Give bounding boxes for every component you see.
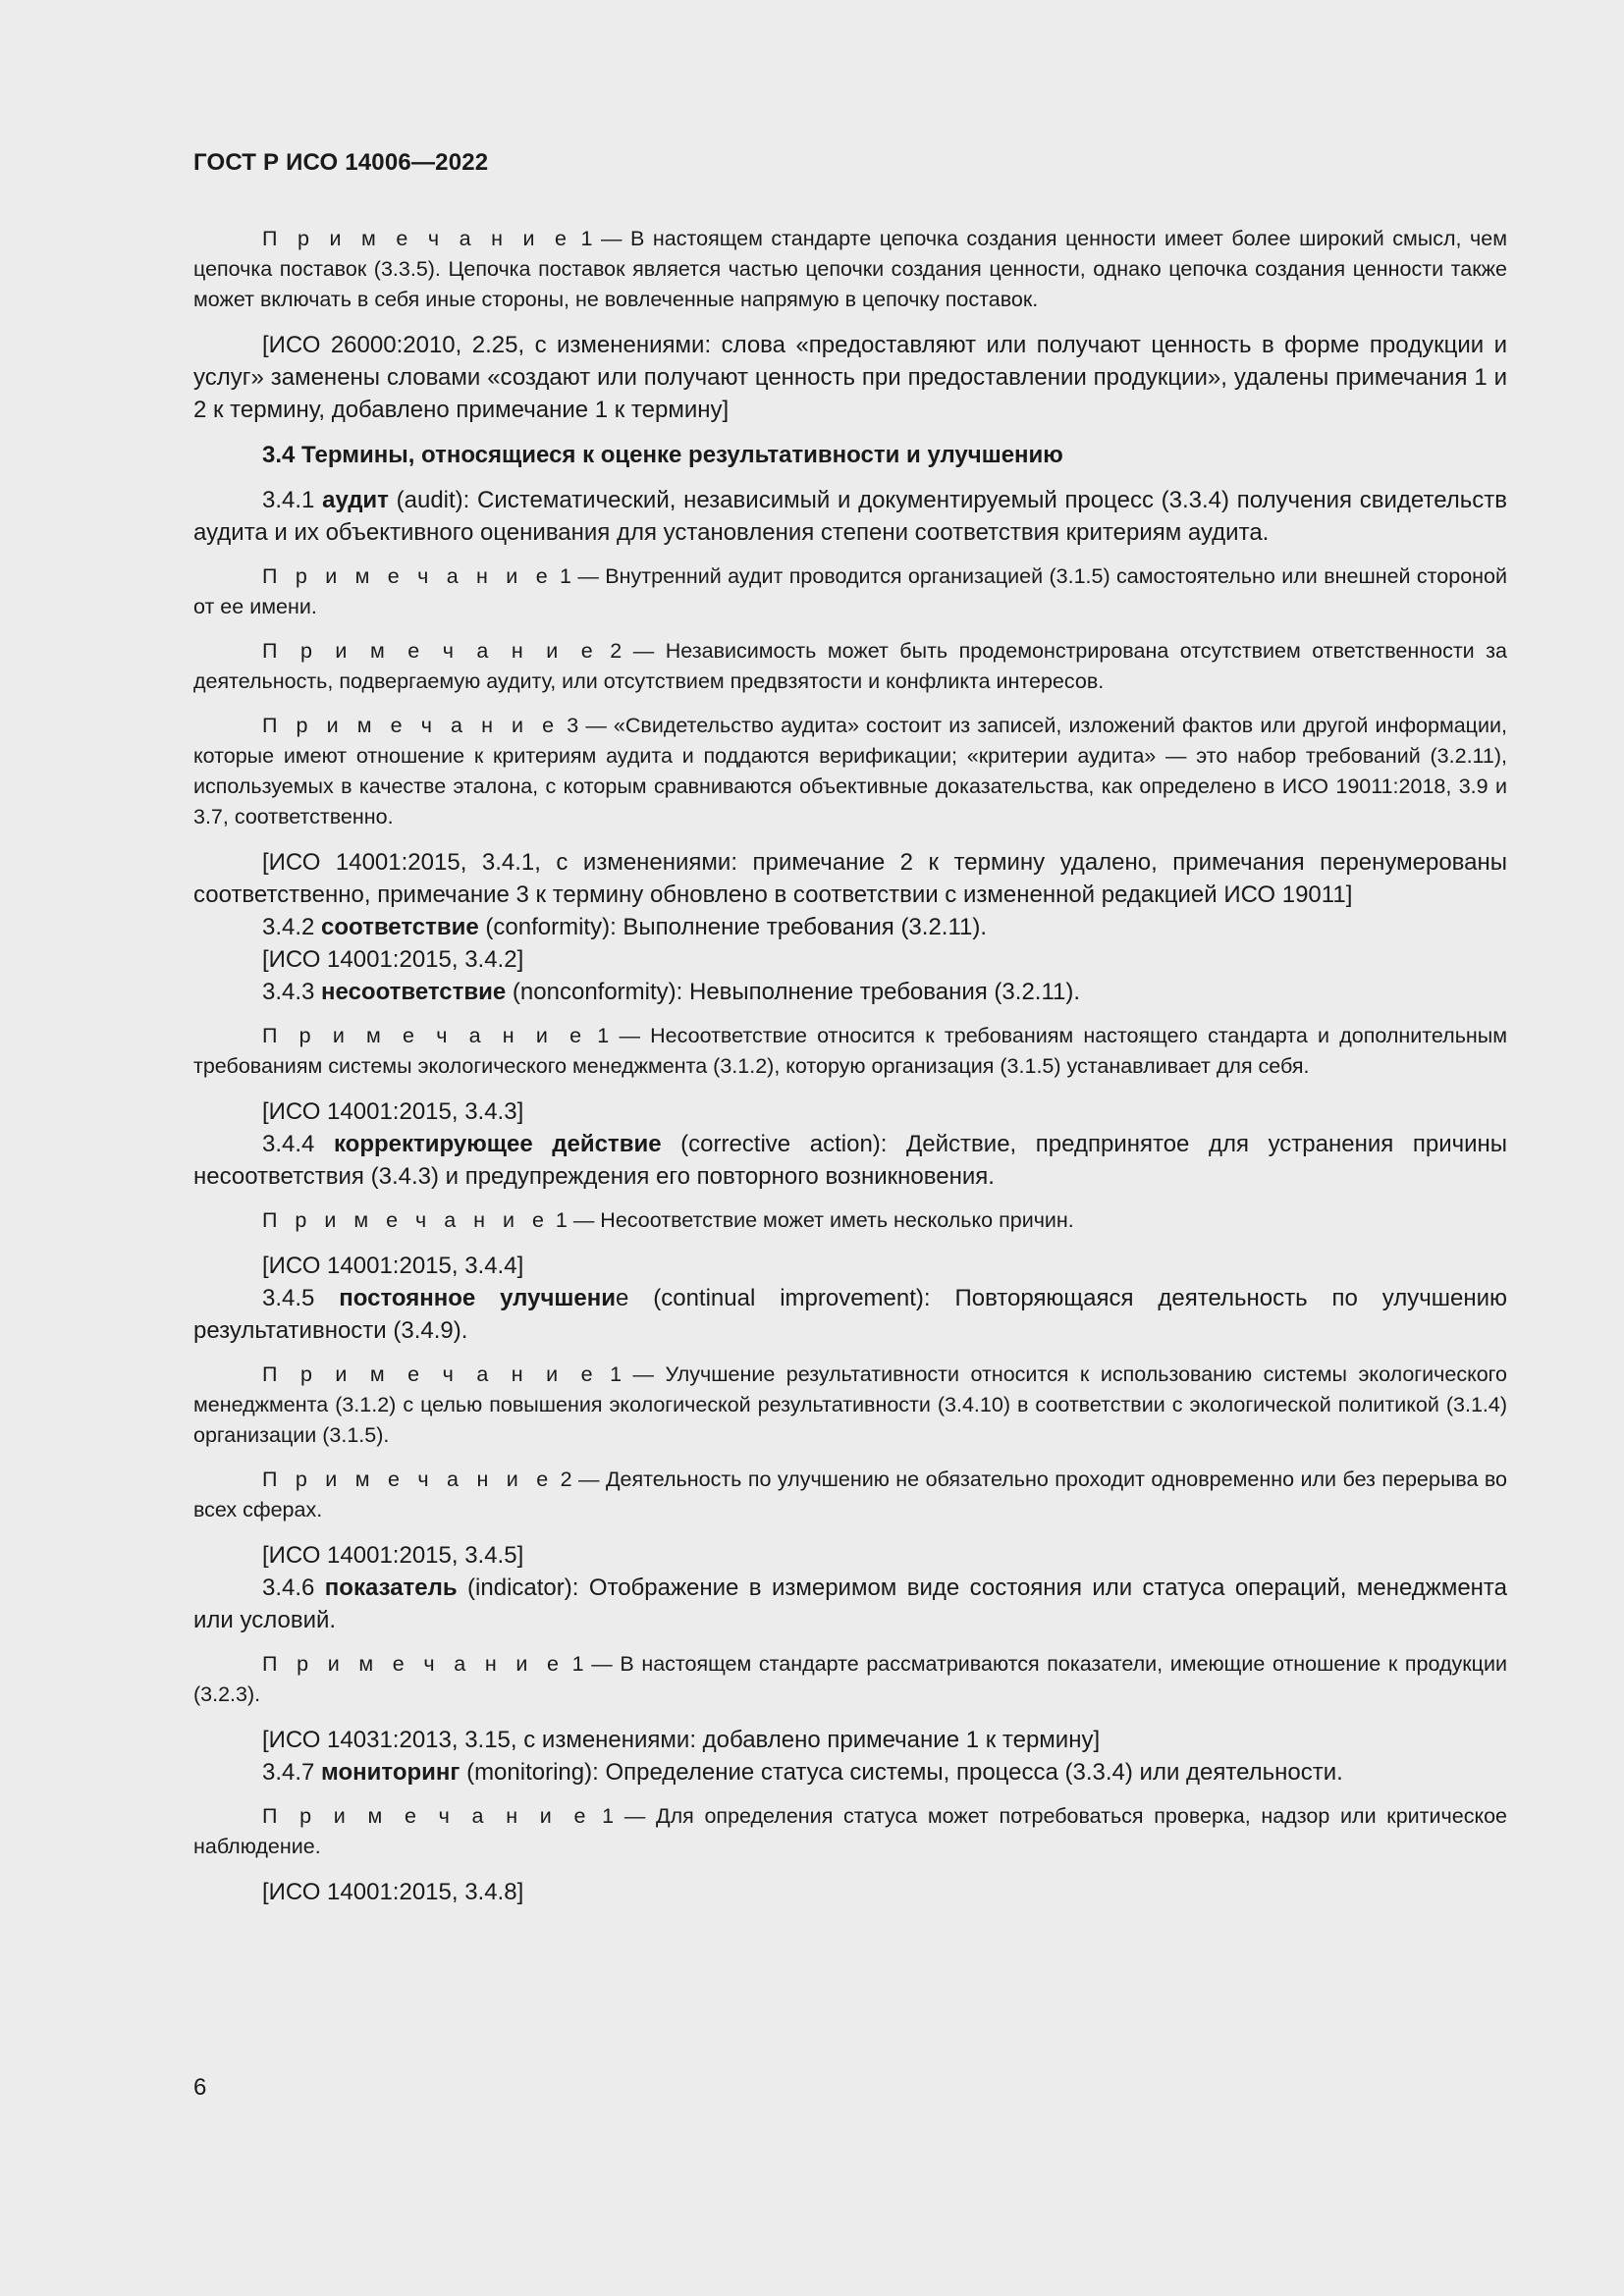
source-reference: [ИСО 14031:2013, 3.15, с изменениями: добавлено примечание 1 к термину] bbox=[262, 1727, 1101, 1753]
note-text: 1 — В настоящем стандарте рассматриваются показатели, имеющие отношение к продукции (3.2.3). bbox=[193, 1652, 1507, 1706]
term-number: 3.4.1 bbox=[262, 487, 323, 513]
note-text: 1 — Для определения статуса может потребоваться проверка, надзор или критическое наблюдение. bbox=[193, 1804, 1508, 1858]
note-label: П р и м е ч а н и е bbox=[262, 1804, 592, 1828]
note-paragraph bbox=[193, 1360, 1507, 1451]
note-label: П р и м е ч а н и е bbox=[262, 1024, 588, 1047]
term-definition bbox=[193, 1128, 1507, 1193]
note-paragraph bbox=[193, 1205, 1507, 1236]
note-label: П р и м е ч а н и е bbox=[262, 714, 561, 737]
term-name: мониторинг bbox=[321, 1759, 460, 1786]
note-text: 3 — «Свидетельство аудита» состоит из записей, изложений фактов или другой информации, которые имеют отношение к критериям аудита и поддаются верификации; «критерии аудита» — это набор требований (3.2.11), используемых в качестве эталона, с которым сравниваются объективные доказательства, как определено в ИСО 19011:2018, 3.9 и 3.7, соответственно. bbox=[193, 714, 1507, 828]
term-number: 3.4.2 bbox=[262, 914, 322, 940]
source-reference: [ИСО 14001:2015, 3.4.2] bbox=[262, 946, 524, 973]
page-number: 6 bbox=[193, 2074, 207, 2101]
term-definition bbox=[193, 911, 1507, 943]
note-label: П р и м е ч а н и е bbox=[262, 227, 572, 250]
source-reference: [ИСО 14001:2015, 3.4.5] bbox=[262, 1542, 524, 1569]
note-paragraph bbox=[193, 711, 1507, 832]
note-label: П р и м е ч а н и е bbox=[262, 1468, 555, 1491]
note-text: 1 — Несоответствие может иметь несколько причин. bbox=[549, 1208, 1074, 1232]
note-paragraph bbox=[193, 561, 1507, 622]
term-number: 3.4.3 bbox=[262, 979, 322, 1005]
term-definition bbox=[193, 1282, 1507, 1347]
term-definition bbox=[193, 484, 1507, 549]
term-name: показатель bbox=[324, 1575, 458, 1601]
term-text: (conformity): Выполнение требования (3.2.11). bbox=[478, 914, 988, 940]
source-reference: [ИСО 14001:2015, 3.4.1, с изменениями: примечание 2 к термину удалено, примечания перенумерованы соответственно, примечание 3 к термину обновлено в соответствии с измененной редакцией ИСО 19011] bbox=[193, 849, 1507, 908]
note-text: 1 — Внутренний аудит проводится организацией (3.1.5) самостоятельно или внешней стороной от ее имени. bbox=[193, 564, 1507, 618]
term-text: (corrective action): Действие, предпринятое для устранения причины несоответствия (3.4.3) и предупреждения его повторного возникновения. bbox=[193, 1131, 1508, 1190]
note-paragraph bbox=[193, 1465, 1507, 1525]
note-label: П р и м е ч а н и е bbox=[262, 1652, 565, 1676]
note-paragraph bbox=[193, 1021, 1507, 1082]
term-number: 3.4.6 bbox=[262, 1575, 325, 1601]
term-name: постоянное улучшени bbox=[339, 1285, 616, 1311]
term-text: (monitoring): Определение статуса системы, процесса (3.3.4) или деятельности. bbox=[460, 1759, 1343, 1786]
note-text: 2 — Деятельность по улучшению не обязательно проходит одновременно или без перерыва во всех сферах. bbox=[193, 1468, 1508, 1522]
note-paragraph bbox=[193, 224, 1507, 315]
source-reference: [ИСО 14001:2015, 3.4.8] bbox=[262, 1879, 524, 1905]
term-number: 3.4.5 bbox=[262, 1285, 340, 1311]
note-label: П р и м е ч а н и е bbox=[262, 1208, 550, 1232]
term-text: (audit): Систематический, независимый и документируемый процесс (3.3.4) получения свидетельств аудита и их объективного оценивания для установления степени соответствия критериям аудита. bbox=[193, 487, 1507, 546]
note-text: 1 — В настоящем стандарте цепочка создания ценности имеет более широкий смысл, чем цепочка поставок (3.3.5). Цепочка поставок является частью цепочки создания ценности, однако цепочка создания ценности также может включать в себя иные стороны, не вовлеченные напрямую в цепочку поставок. bbox=[193, 227, 1507, 311]
term-definition bbox=[193, 976, 1507, 1008]
document-body bbox=[193, 224, 1507, 1908]
term-definition bbox=[193, 1572, 1507, 1636]
note-text: 1 — Несоответствие относится к требованиям настоящего стандарта и дополнительным требованиям системы экологического менеджмента (3.1.2), которую организация (3.1.5) устанавливает для себя. bbox=[193, 1024, 1507, 1078]
document-header: ГОСТ Р ИСО 14006—2022 bbox=[193, 149, 489, 176]
note-label: П р и м е ч а н и е bbox=[262, 564, 554, 588]
note-paragraph bbox=[193, 636, 1507, 697]
term-name: несоответствие bbox=[321, 979, 507, 1005]
section-heading: 3.4 Термины, относящиеся к оценке результативности и улучшению bbox=[262, 442, 1063, 468]
source-reference: [ИСО 14001:2015, 3.4.3] bbox=[262, 1098, 524, 1125]
note-text: 1 — Улучшение результативности относится к использованию системы экологического менеджмента (3.1.2) с целью повышения экологической результативности (3.4.10) в соответствии с экологической политикой (3.1.4) организации (3.1.5). bbox=[193, 1362, 1508, 1447]
note-label: П р и м е ч а н и е bbox=[262, 1362, 599, 1386]
term-name: корректирующее действие bbox=[333, 1131, 662, 1157]
term-name: аудит bbox=[322, 487, 389, 513]
term-number: 3.4.7 bbox=[262, 1759, 322, 1786]
term-text: (nonconformity): Невыполнение требования (3.2.11). bbox=[506, 979, 1081, 1005]
source-reference: [ИСО 14001:2015, 3.4.4] bbox=[262, 1253, 524, 1279]
term-text: (indicator): Отображение в измеримом виде состояния или статуса операций, менеджмента или условий. bbox=[193, 1575, 1508, 1633]
term-definition bbox=[193, 1756, 1507, 1789]
note-paragraph bbox=[193, 1801, 1507, 1862]
note-text: 2 — Независимость может быть продемонстрирована отсутствием ответственности за деятельность, подвергаемую аудиту, или отсутствием предвзятости и конфликта интересов. bbox=[193, 639, 1507, 693]
note-paragraph bbox=[193, 1649, 1507, 1710]
source-reference: [ИСО 26000:2010, 2.25, с изменениями: слова «предоставляют или получают ценность в форме продукции и услуг» заменены словами «создают или получают ценность при предоставлении продукции», удалены примечания 1 и 2 к термину, добавлено примечание 1 к термину] bbox=[193, 332, 1507, 423]
term-name: соответствие bbox=[321, 914, 479, 940]
term-number: 3.4.4 bbox=[262, 1131, 334, 1157]
note-label: П р и м е ч а н и е bbox=[262, 639, 599, 663]
term-text: е (continual improvement): Повторяющаяся деятельность по улучшению результативности (3.4.9). bbox=[193, 1285, 1508, 1344]
